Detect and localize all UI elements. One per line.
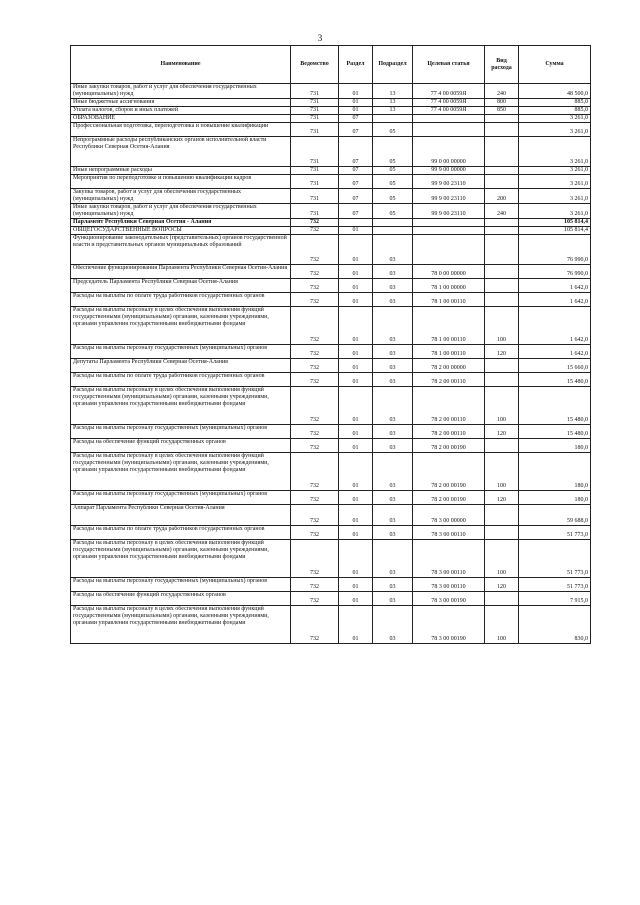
row-exp-type: 800 — [485, 99, 519, 107]
row-exp-type: 100 — [485, 453, 519, 491]
row-dept: 732 — [291, 219, 339, 227]
row-sum: 3 261,0 — [519, 204, 591, 219]
row-name: Иные бюджетные ассигнования — [71, 99, 291, 107]
row-dept: 731 — [291, 137, 339, 167]
row-sum: 3 261,0 — [519, 189, 591, 204]
table-row — [71, 293, 591, 307]
row-dept: 731 — [291, 99, 339, 107]
row-target: 78 3 00 00190 — [413, 592, 485, 606]
row-sum: 180,0 — [519, 439, 591, 453]
row-target: 78 2 00 00110 — [413, 425, 485, 439]
table-row — [71, 345, 591, 359]
row-target: 78 2 00 00000 — [413, 359, 485, 373]
row-target — [413, 123, 485, 137]
row-exp-type — [485, 279, 519, 293]
row-name: Расходы на выплаты персоналу государственных (муниципальных) органов — [71, 425, 291, 439]
row-section — [339, 219, 373, 227]
row-subsection: 03 — [373, 359, 413, 373]
page-number: 3 — [317, 33, 323, 43]
row-subsection: 05 — [373, 123, 413, 137]
row-section: 01 — [339, 387, 373, 425]
row-section: 01 — [339, 99, 373, 107]
table-row — [71, 123, 591, 137]
row-name: Расходы на выплаты по оплате труда работников государственных органов — [71, 293, 291, 307]
row-dept: 732 — [291, 592, 339, 606]
table-row — [71, 453, 591, 491]
row-section: 07 — [339, 167, 373, 175]
table-row — [71, 265, 591, 279]
row-section: 01 — [339, 505, 373, 526]
row-sum: 180,0 — [519, 491, 591, 505]
row-dept: 732 — [291, 307, 339, 345]
row-dept: 732 — [291, 359, 339, 373]
row-exp-type: 240 — [485, 204, 519, 219]
row-sum: 15 480,0 — [519, 373, 591, 387]
table-row — [71, 84, 591, 99]
row-name: Иные непрограммные расходы — [71, 167, 291, 175]
col-header-section: Раздел — [339, 46, 373, 84]
table-row — [71, 235, 591, 265]
table-row — [71, 505, 591, 526]
row-exp-type — [485, 219, 519, 227]
row-name: Расходы на обеспечение функций государственных органов — [71, 592, 291, 606]
row-sum: 3 261,0 — [519, 175, 591, 189]
row-subsection — [373, 219, 413, 227]
row-subsection: 03 — [373, 606, 413, 644]
row-target: 77 4 00 0059Я — [413, 99, 485, 107]
row-dept: 732 — [291, 439, 339, 453]
row-target: 78 0 00 00000 — [413, 265, 485, 279]
row-target: 99 9 00 23110 — [413, 175, 485, 189]
table-row — [71, 219, 591, 227]
table-row — [71, 373, 591, 387]
row-sum: 3 261,0 — [519, 137, 591, 167]
row-subsection — [373, 115, 413, 123]
col-header-exp-type: Вид расхода — [485, 46, 519, 84]
row-exp-type — [485, 175, 519, 189]
row-dept: 731 — [291, 175, 339, 189]
row-sum: 180,0 — [519, 453, 591, 491]
row-subsection: 03 — [373, 453, 413, 491]
row-target: 78 3 00 00110 — [413, 540, 485, 578]
row-exp-type — [485, 227, 519, 235]
row-exp-type: 100 — [485, 540, 519, 578]
row-exp-type — [485, 505, 519, 526]
row-target: 77 4 00 0059Я — [413, 107, 485, 115]
row-exp-type — [485, 167, 519, 175]
row-exp-type: 120 — [485, 578, 519, 592]
row-dept: 732 — [291, 505, 339, 526]
row-exp-type: 850 — [485, 107, 519, 115]
row-subsection: 03 — [373, 387, 413, 425]
row-dept: 732 — [291, 491, 339, 505]
row-dept: 732 — [291, 526, 339, 540]
row-section: 01 — [339, 345, 373, 359]
row-subsection: 03 — [373, 505, 413, 526]
row-exp-type: 240 — [485, 84, 519, 99]
row-sum: 105 814,4 — [519, 219, 591, 227]
row-sum: 76 990,0 — [519, 265, 591, 279]
row-section: 01 — [339, 107, 373, 115]
row-target: 99 9 00 23110 — [413, 189, 485, 204]
row-dept: 731 — [291, 107, 339, 115]
table-row — [71, 439, 591, 453]
row-sum: 76 990,0 — [519, 235, 591, 265]
row-section: 01 — [339, 453, 373, 491]
row-exp-type — [485, 373, 519, 387]
row-name: Мероприятия по переподготовке и повышению квалификации кадров — [71, 175, 291, 189]
row-subsection: 03 — [373, 307, 413, 345]
row-subsection: 03 — [373, 491, 413, 505]
row-subsection: 03 — [373, 293, 413, 307]
row-sum: 1 642,0 — [519, 345, 591, 359]
table-row — [71, 137, 591, 167]
row-sum: 1 642,0 — [519, 293, 591, 307]
row-target: 78 1 00 00110 — [413, 307, 485, 345]
table-row — [71, 99, 591, 107]
table-row — [71, 107, 591, 115]
row-name: Иные закупки товаров, работ и услуг для обеспечения государственных (муниципальных) нужд — [71, 84, 291, 99]
row-sum: 7 915,0 — [519, 592, 591, 606]
row-dept: 732 — [291, 293, 339, 307]
row-dept: 732 — [291, 453, 339, 491]
row-dept: 732 — [291, 606, 339, 644]
row-exp-type — [485, 526, 519, 540]
row-sum: 48 500,0 — [519, 84, 591, 99]
row-subsection: 03 — [373, 425, 413, 439]
row-subsection: 05 — [373, 204, 413, 219]
budget-table — [70, 45, 591, 644]
row-dept: 731 — [291, 204, 339, 219]
row-name: ОБЩЕГОСУДАРСТВЕННЫЕ ВОПРОСЫ — [71, 227, 291, 235]
row-sum: 3 261,0 — [519, 115, 591, 123]
row-name: Председатель Парламента Республики Северная Осетия-Алания — [71, 279, 291, 293]
row-dept: 731 — [291, 167, 339, 175]
row-subsection: 03 — [373, 540, 413, 578]
row-name: Функционирование законодательных (представительных) органов государственной власти и представительных органов муниципальных образований — [71, 235, 291, 265]
row-section: 07 — [339, 175, 373, 189]
row-section: 07 — [339, 123, 373, 137]
table-row — [71, 167, 591, 175]
row-exp-type: 200 — [485, 189, 519, 204]
row-sum: 105 814,4 — [519, 227, 591, 235]
row-subsection: 03 — [373, 526, 413, 540]
row-name: Парламент Республики Северная Осетия - Алания — [71, 219, 291, 227]
row-name: Расходы на выплаты персоналу государственных (муниципальных) органов — [71, 578, 291, 592]
row-name: Иные закупки товаров, работ и услуг для обеспечения государственных (муниципальных) нужд — [71, 204, 291, 219]
row-section: 01 — [339, 84, 373, 99]
row-exp-type: 100 — [485, 387, 519, 425]
row-section: 01 — [339, 265, 373, 279]
row-dept: 731 — [291, 84, 339, 99]
row-section: 01 — [339, 540, 373, 578]
row-target: 78 2 00 00190 — [413, 453, 485, 491]
row-subsection: 05 — [373, 167, 413, 175]
row-section: 01 — [339, 425, 373, 439]
row-subsection: 05 — [373, 189, 413, 204]
table-row — [71, 279, 591, 293]
row-exp-type — [485, 359, 519, 373]
row-name: Обеспечение функционирования Парламента Республики Северная Осетия-Алания — [71, 265, 291, 279]
row-section: 07 — [339, 189, 373, 204]
row-name: Расходы на выплаты персоналу в целях обеспечения выполнения функций государственными (муниципальными) органами, казенными учреждениями, органами управления государственными внебюджетными фондами — [71, 453, 291, 491]
table-row — [71, 526, 591, 540]
row-target: 78 2 00 00190 — [413, 491, 485, 505]
row-target — [413, 235, 485, 265]
row-name: ОБРАЗОВАНИЕ — [71, 115, 291, 123]
table-row — [71, 606, 591, 644]
table-row — [71, 540, 591, 578]
row-sum: 59 688,0 — [519, 505, 591, 526]
row-target: 78 3 00 00000 — [413, 505, 485, 526]
table-row — [71, 491, 591, 505]
row-name: Уплата налогов, сборов и иных платежей — [71, 107, 291, 115]
row-subsection: 03 — [373, 578, 413, 592]
row-exp-type — [485, 123, 519, 137]
row-section: 07 — [339, 137, 373, 167]
row-dept: 732 — [291, 265, 339, 279]
table-row — [71, 189, 591, 204]
row-section: 01 — [339, 491, 373, 505]
row-sum: 885,0 — [519, 99, 591, 107]
row-dept: 732 — [291, 425, 339, 439]
row-exp-type: 120 — [485, 345, 519, 359]
row-exp-type: 120 — [485, 491, 519, 505]
row-sum: 1 642,0 — [519, 307, 591, 345]
row-sum: 3 261,0 — [519, 123, 591, 137]
col-header-sum: Сумма — [519, 46, 591, 84]
row-target: 78 2 00 00190 — [413, 439, 485, 453]
row-name: Расходы на выплаты персоналу государственных (муниципальных) органов — [71, 491, 291, 505]
row-dept: 731 — [291, 115, 339, 123]
row-dept: 732 — [291, 373, 339, 387]
table-row — [71, 307, 591, 345]
table-body — [71, 84, 591, 644]
row-subsection: 03 — [373, 265, 413, 279]
row-name: Расходы на выплаты по оплате труда работников государственных органов — [71, 373, 291, 387]
row-target: 78 2 00 00110 — [413, 373, 485, 387]
row-target: 99 9 00 23110 — [413, 204, 485, 219]
row-exp-type: 120 — [485, 425, 519, 439]
col-header-dept: Ведомство — [291, 46, 339, 84]
row-exp-type — [485, 293, 519, 307]
row-section: 07 — [339, 204, 373, 219]
row-sum: 51 773,0 — [519, 526, 591, 540]
col-header-name: Наименование — [71, 46, 291, 84]
row-sum: 1 642,0 — [519, 279, 591, 293]
row-exp-type — [485, 592, 519, 606]
table-header-row — [71, 46, 591, 84]
row-name: Профессиональная подготовка, переподготовка и повышение квалификации — [71, 123, 291, 137]
row-target — [413, 115, 485, 123]
row-target: 78 1 00 00000 — [413, 279, 485, 293]
row-target: 78 1 00 00110 — [413, 345, 485, 359]
row-name: Расходы на выплаты персоналу в целях обеспечения выполнения функций государственными (муниципальными) органами, казенными учреждениями, органами управления государственными внебюджетными фондами — [71, 387, 291, 425]
row-section: 01 — [339, 373, 373, 387]
row-name: Расходы на выплаты персоналу в целях обеспечения выполнения функций государственными (муниципальными) органами, казенными учреждениями, органами управления государственными внебюджетными фондами — [71, 606, 291, 644]
row-exp-type: 100 — [485, 307, 519, 345]
row-subsection: 05 — [373, 175, 413, 189]
row-name: Расходы на выплаты персоналу в целях обеспечения выполнения функций государственными (муниципальными) органами, казенными учреждениями, органами управления государственными внебюджетными фондами — [71, 307, 291, 345]
row-dept: 732 — [291, 540, 339, 578]
row-target: 99 0 00 00000 — [413, 137, 485, 167]
row-dept: 732 — [291, 578, 339, 592]
table-row — [71, 175, 591, 189]
table-row — [71, 359, 591, 373]
row-subsection: 03 — [373, 235, 413, 265]
row-subsection: 13 — [373, 84, 413, 99]
row-sum: 830,0 — [519, 606, 591, 644]
row-name: Расходы на выплаты по оплате труда работников государственных органов — [71, 526, 291, 540]
table-row — [71, 592, 591, 606]
row-target — [413, 227, 485, 235]
row-exp-type: 100 — [485, 606, 519, 644]
table-row — [71, 387, 591, 425]
row-section: 01 — [339, 606, 373, 644]
row-name: Непрограммные расходы республиканских органов исполнительной власти Республики Северная Осетия-Алания — [71, 137, 291, 167]
row-section: 01 — [339, 578, 373, 592]
row-name: Депутаты Парламента Республики Северная Осетия-Алания — [71, 359, 291, 373]
row-dept: 731 — [291, 189, 339, 204]
row-target: 99 9 00 00000 — [413, 167, 485, 175]
row-section: 01 — [339, 279, 373, 293]
row-sum: 51 773,0 — [519, 540, 591, 578]
row-exp-type — [485, 439, 519, 453]
row-subsection: 03 — [373, 279, 413, 293]
row-subsection: 03 — [373, 592, 413, 606]
row-target: 78 3 00 00110 — [413, 578, 485, 592]
row-dept: 732 — [291, 387, 339, 425]
row-target: 78 1 00 00110 — [413, 293, 485, 307]
table-row — [71, 578, 591, 592]
row-section: 01 — [339, 592, 373, 606]
row-dept: 732 — [291, 279, 339, 293]
row-name: Расходы на выплаты персоналу государственных (муниципальных) органов — [71, 345, 291, 359]
row-subsection: 13 — [373, 107, 413, 115]
row-dept: 732 — [291, 235, 339, 265]
row-section: 01 — [339, 307, 373, 345]
row-subsection — [373, 227, 413, 235]
row-section: 01 — [339, 235, 373, 265]
row-exp-type — [485, 265, 519, 279]
table-row — [71, 227, 591, 235]
row-target: 78 2 00 00110 — [413, 387, 485, 425]
row-dept: 732 — [291, 227, 339, 235]
row-name: Аппарат Парламента Республики Северная Осетия-Алания — [71, 505, 291, 526]
row-section: 01 — [339, 293, 373, 307]
row-section: 01 — [339, 439, 373, 453]
row-subsection: 13 — [373, 99, 413, 107]
row-sum: 15 480,0 — [519, 425, 591, 439]
row-sum: 885,0 — [519, 107, 591, 115]
row-sum: 15 480,0 — [519, 387, 591, 425]
row-subsection: 03 — [373, 345, 413, 359]
row-sum: 3 261,0 — [519, 167, 591, 175]
row-target: 77 4 00 0059Я — [413, 84, 485, 99]
row-exp-type — [485, 137, 519, 167]
row-section: 01 — [339, 227, 373, 235]
row-exp-type — [485, 235, 519, 265]
row-name: Расходы на выплаты персоналу в целях обеспечения выполнения функций государственными (муниципальными) органами, казенными учреждениями, органами управления государственными внебюджетными фондами — [71, 540, 291, 578]
row-sum: 51 773,0 — [519, 578, 591, 592]
col-header-target: Целевая статья — [413, 46, 485, 84]
row-subsection: 03 — [373, 373, 413, 387]
row-section: 01 — [339, 526, 373, 540]
col-header-subsection: Подраздел — [373, 46, 413, 84]
row-section: 07 — [339, 115, 373, 123]
row-target — [413, 219, 485, 227]
row-exp-type — [485, 115, 519, 123]
row-dept: 732 — [291, 345, 339, 359]
row-sum: 15 660,0 — [519, 359, 591, 373]
row-target: 78 3 00 00190 — [413, 606, 485, 644]
row-subsection: 03 — [373, 439, 413, 453]
row-section: 01 — [339, 359, 373, 373]
table-row — [71, 425, 591, 439]
row-target: 78 3 00 00110 — [413, 526, 485, 540]
row-name: Закупка товаров, работ и услуг для обеспечения государственных (муниципальных) нужд — [71, 189, 291, 204]
row-dept: 731 — [291, 123, 339, 137]
row-name: Расходы на обеспечение функций государственных органов — [71, 439, 291, 453]
table-row — [71, 204, 591, 219]
table-row — [71, 115, 591, 123]
row-subsection: 05 — [373, 137, 413, 167]
